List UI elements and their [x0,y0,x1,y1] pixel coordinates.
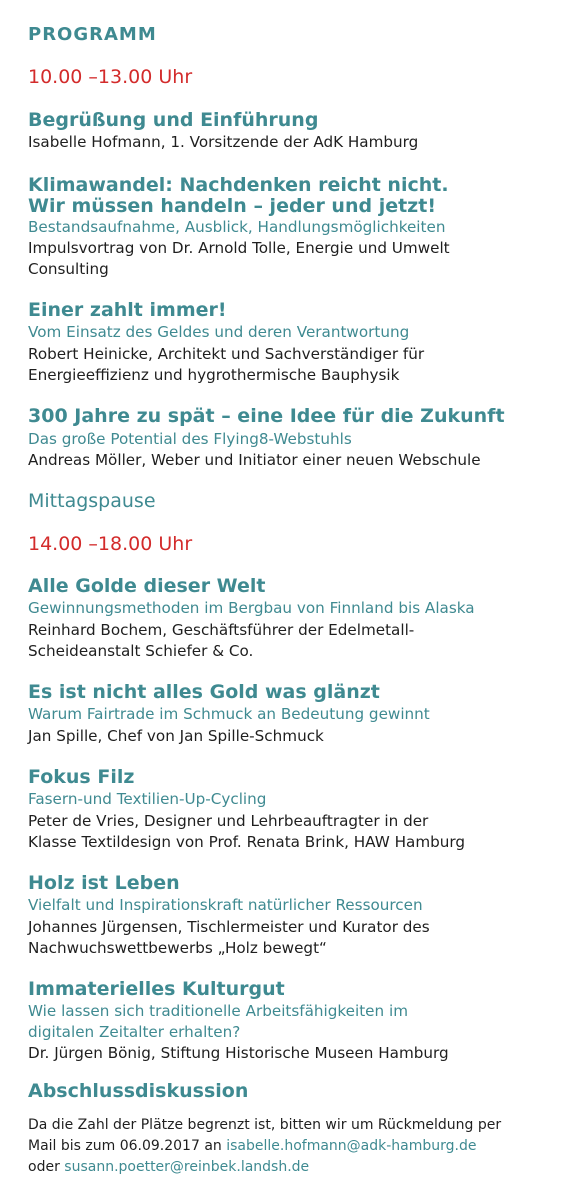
session-speaker: Jan Spille, Chef von Jan Spille-Schmuck [28,727,324,745]
email-link-isabelle[interactable]: isabelle.hofmann@adk-hamburg.de [226,1138,477,1154]
session-subtitle: digitalen Zeitalter erhalten? [28,1023,241,1041]
session-title: 300 Jahre zu spät – eine Idee für die Zukunft [28,405,505,427]
lunch-break-label: Mittagspause [28,490,156,512]
session-title: Wir müssen handeln – jeder und jetzt! [28,195,436,217]
session-speaker: Peter de Vries, Designer und Lehrbeauftragter in der [28,812,429,830]
session-speaker: Scheideanstalt Schiefer & Co. [28,642,254,660]
session-title: Holz ist Leben [28,872,180,894]
session-speaker: Consulting [28,260,109,278]
session-title: Begrüßung und Einführung [28,109,319,131]
registration-note-text: oder [28,1159,65,1175]
registration-note: Da die Zahl der Plätze begrenzt ist, bitten wir um Rückmeldung per [28,1117,502,1133]
session-subtitle: Gewinnungsmethoden im Bergbau von Finnland bis Alaska [28,599,475,617]
time-afternoon: 14.00 –18.00 Uhr [28,533,193,555]
session-subtitle: Das große Potential des Flying8-Webstuhls [28,430,352,448]
session-subtitle: Bestandsaufnahme, Ausblick, Handlungsmöglichkeiten [28,218,446,236]
session-subtitle: Vom Einsatz des Geldes und deren Verantwortung [28,323,410,341]
registration-note-line2 [28,1136,477,1157]
session-subtitle: Wie lassen sich traditionelle Arbeitsfähigkeiten im [28,1002,408,1020]
session-speaker: Isabelle Hofmann, 1. Vorsitzende der AdK Hamburg [28,133,419,151]
program-heading: PROGRAMM [28,24,157,45]
session-speaker: Dr. Jürgen Bönig, Stiftung Historische Museen Hamburg [28,1044,449,1062]
session-speaker: Robert Heinicke, Architekt und Sachverständiger für [28,345,425,363]
registration-note-text: Mail bis zum 06.09.2017 an [28,1138,227,1154]
session-title: Klimawandel: Nachdenken reicht nicht. [28,174,449,196]
session-speaker: Klasse Textildesign von Prof. Renata Brink, HAW Hamburg [28,833,465,851]
session-speaker: Energieeffizienz und hygrothermische Bauphysik [28,366,400,384]
session-speaker: Nachwuchswettbewerbs „Holz bewegt“ [28,939,327,957]
session-speaker: Reinhard Bochem, Geschäftsführer der Edelmetall- [28,621,415,639]
email-link-susann[interactable]: susann.poetter@reinbek.landsh.de [64,1159,310,1175]
session-title: Alle Golde dieser Welt [28,575,266,597]
session-title: Immaterielles Kulturgut [28,978,285,1000]
session-title: Fokus Filz [28,766,135,788]
session-subtitle: Fasern-und Textilien-Up-Cycling [28,790,267,808]
closing-discussion-title: Abschlussdiskussion [28,1080,249,1102]
session-speaker: Johannes Jürgensen, Tischlermeister und Kurator des [28,918,430,936]
session-title: Einer zahlt immer! [28,299,227,321]
session-subtitle: Vielfalt und Inspirationskraft natürlicher Ressourcen [28,896,423,914]
session-speaker: Impulsvortrag von Dr. Arnold Tolle, Energie und Umwelt [28,239,450,257]
registration-note-line3 [28,1157,309,1178]
session-subtitle: Warum Fairtrade im Schmuck an Bedeutung gewinnt [28,705,430,723]
time-morning: 10.00 –13.00 Uhr [28,66,193,88]
session-title: Es ist nicht alles Gold was glänzt [28,681,380,703]
session-speaker: Andreas Möller, Weber und Initiator einer neuen Webschule [28,451,481,469]
